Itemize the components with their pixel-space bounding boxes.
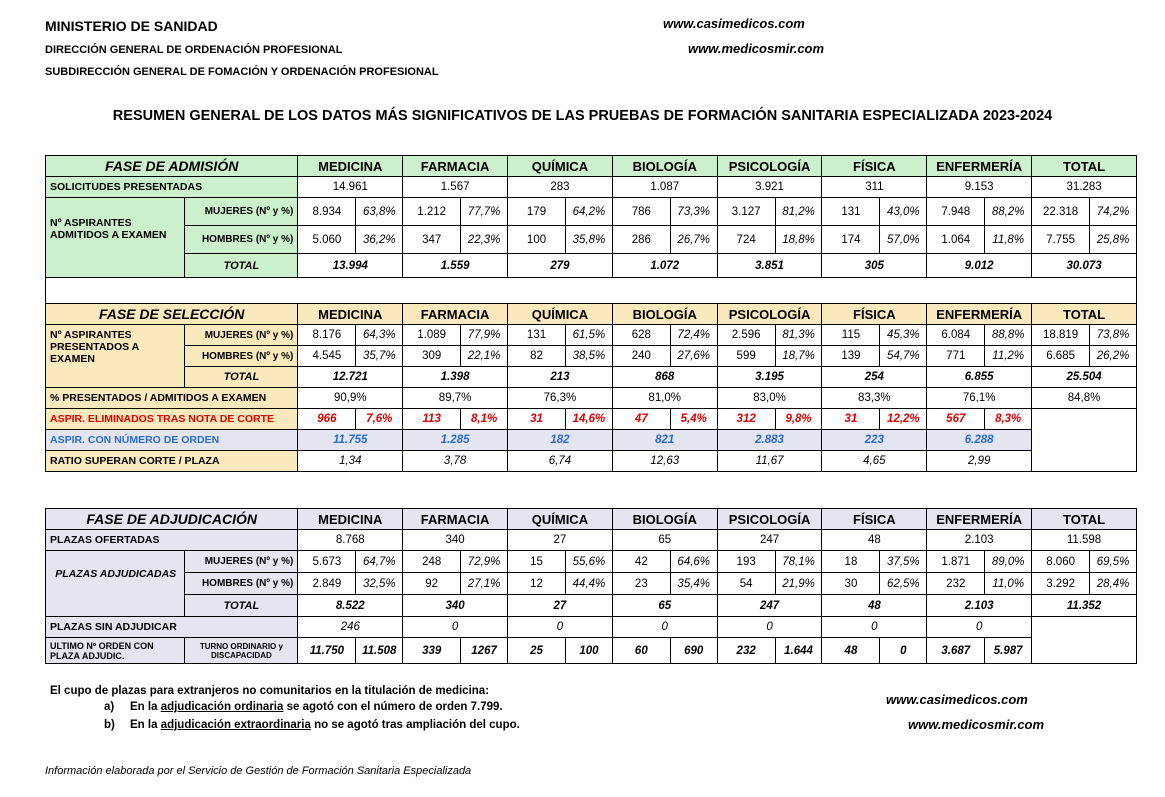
cell: 14.961 [298,177,403,198]
cell: 3.292 [1032,573,1090,595]
footer-link-medicosmir[interactable]: www.medicosmir.com [908,717,1045,732]
note-text: En la [130,719,161,731]
cell: 64,3% [356,325,403,346]
cell: 28,4% [1090,573,1137,595]
cell: 13.994 [298,254,403,278]
cell: 54,7% [880,346,927,367]
cell: 57,0% [880,226,927,254]
cell: 1.285 [403,430,508,451]
cell: 1.559 [403,254,508,278]
cell: 340 [403,595,508,617]
cell: 54 [717,573,775,595]
hombres-label: HOMBRES (Nº y %) [185,573,298,595]
cell: 64,2% [566,198,613,226]
cell: 0 [612,617,717,638]
cell: 27 [508,530,613,551]
col-header: PSICOLOGÍA [717,156,822,177]
cell: 76,1% [927,388,1032,409]
source-footer: Información elaborada por el Servicio de Gestión de Formación Sanitaria Especializada [45,765,472,777]
cell: 48 [822,638,880,664]
cell: 5,4% [670,409,717,430]
empty-total-cell [1032,617,1137,664]
turno-label: TURNO ORDINARIO y DISCAPACIDAD [185,638,298,664]
col-header: QUÍMICA [508,304,613,325]
cell: 193 [717,551,775,573]
solicitudes-label: SOLICITUDES PRESENTADAS [46,177,298,198]
cell: 1.212 [403,198,461,226]
orden-label: ASPIR. CON NÚMERO DE ORDEN [46,430,298,451]
cell: 78,1% [775,551,822,573]
eliminados-label: ASPIR. ELIMINADOS TRAS NOTA DE CORTE [46,409,298,430]
row-eliminados [46,409,1137,430]
ultimo-orden-label: ULTIMO Nº ORDEN CON PLAZA ADJUDIC. [46,638,185,664]
cell: 74,2% [1090,198,1137,226]
cell: 25 [508,638,566,664]
cell: 27,1% [461,573,508,595]
cell: 32,5% [356,573,403,595]
cell: 11,0% [985,573,1032,595]
cell: 72,4% [670,325,717,346]
cell: 174 [822,226,880,254]
direction-name: DIRECCIÓN GENERAL DE ORDENACIÓN PROFESIONAL [45,44,343,56]
cell: 0 [508,617,613,638]
col-header: FARMACIA [403,304,508,325]
cell: 4,65 [822,451,927,472]
cell: 23 [612,573,670,595]
col-header: BIOLOGÍA [612,156,717,177]
note-text: no se agotó tras ampliación del cupo. [310,719,520,731]
col-header: FÍSICA [822,509,927,530]
cell: 12.721 [298,367,403,388]
mujeres-label: MUJERES (Nº y %) [185,198,298,226]
report-title: RESUMEN GENERAL DE LOS DATOS MÁS SIGNIFICATIVOS DE LAS PRUEBAS DE FORMACIÓN SANITARIA ESPECIALIZADA 2023-2024 [112,108,1053,124]
cell: 690 [670,638,717,664]
cell: 72,9% [461,551,508,573]
cell: 21,9% [775,573,822,595]
cell: 14,6% [566,409,613,430]
ofertadas-label: PLAZAS OFERTADAS [46,530,298,551]
cell: 62,5% [880,573,927,595]
cell: 2.849 [298,573,356,595]
cell: 223 [822,430,927,451]
cell: 240 [612,346,670,367]
cell: 90,9% [298,388,403,409]
hombres-label: HOMBRES (Nº y %) [185,346,298,367]
row-ofertadas [46,530,1137,551]
cell: 81,0% [612,388,717,409]
cell: 31 [508,409,566,430]
cell: 22,1% [461,346,508,367]
col-header: FARMACIA [403,509,508,530]
cell: 36,2% [356,226,403,254]
col-header: BIOLOGÍA [612,304,717,325]
cell: 1.064 [927,226,985,254]
cell: 115 [822,325,880,346]
cell: 232 [717,638,775,664]
cell: 279 [508,254,613,278]
cell: 26,2% [1090,346,1137,367]
cell: 31 [822,409,880,430]
cell: 73,8% [1090,325,1137,346]
cell: 5.987 [985,638,1032,664]
cupo-note-a [130,701,503,713]
cell: 5.673 [298,551,356,573]
cell: 12,63 [612,451,717,472]
row-admision-total [46,254,1137,278]
cell: 61,5% [566,325,613,346]
cell: 1.089 [403,325,461,346]
cell: 786 [612,198,670,226]
cell: 8.768 [298,530,403,551]
cell: 1.398 [403,367,508,388]
adjudicacion-table [45,508,1137,664]
cell: 131 [508,325,566,346]
cell: 567 [927,409,985,430]
cell: 7.948 [927,198,985,226]
cell: 44,4% [566,573,613,595]
cell: 821 [612,430,717,451]
cell: 4.545 [298,346,356,367]
cell: 1.567 [403,177,508,198]
cell: 3.127 [717,198,775,226]
cupo-note-b [130,719,520,731]
cupo-note-intro: El cupo de plazas para extranjeros no comunitarios en la titulación de medicina: [50,685,490,697]
cell: 8,1% [461,409,508,430]
cell: 63,8% [356,198,403,226]
admitidos-label: Nº ASPIRANTES ADMITIDOS A EXAMEN [46,198,185,278]
cell: 6.855 [927,367,1032,388]
total-label: TOTAL [185,367,298,388]
cell: 35,7% [356,346,403,367]
cell: 83,3% [822,388,927,409]
cell: 1,34 [298,451,403,472]
col-header: FÍSICA [822,304,927,325]
cell: 35,8% [566,226,613,254]
cell: 3.851 [717,254,822,278]
col-header: MEDICINA [298,509,403,530]
cell: 11.750 [298,638,356,664]
col-header: TOTAL [1032,509,1137,530]
row-numero-orden [46,430,1137,451]
row-ultimo-orden [46,638,1137,664]
col-header: ENFERMERÍA [927,156,1032,177]
cell: 11.352 [1032,595,1137,617]
cell: 31.283 [1032,177,1137,198]
cell: 43,0% [880,198,927,226]
hombres-label: HOMBRES (Nº y %) [185,226,298,254]
cell: 89,0% [985,551,1032,573]
cell: 42 [612,551,670,573]
row-pct-presentados [46,388,1137,409]
cell: 254 [822,367,927,388]
cell: 11.755 [298,430,403,451]
cell: 305 [822,254,927,278]
cell: 9.153 [927,177,1032,198]
cell: 286 [612,226,670,254]
cell: 3,78 [403,451,508,472]
cell: 45,3% [880,325,927,346]
cell: 347 [403,226,461,254]
cell: 18 [822,551,880,573]
cell: 89,7% [403,388,508,409]
col-header: QUÍMICA [508,509,613,530]
cell: 9.012 [927,254,1032,278]
cell: 27 [508,595,613,617]
cell: 48 [822,595,927,617]
spacer [46,278,1137,304]
cell: 60 [612,638,670,664]
cell: 213 [508,367,613,388]
cell: 25.504 [1032,367,1137,388]
cell: 868 [612,367,717,388]
cell: 100 [508,226,566,254]
cell: 18,7% [775,346,822,367]
cell: 65 [612,595,717,617]
row-seleccion-total [46,367,1137,388]
col-header: MEDICINA [298,156,403,177]
cell: 724 [717,226,775,254]
col-header: MEDICINA [298,304,403,325]
cell: 628 [612,325,670,346]
cell: 179 [508,198,566,226]
empty-total-cell [1032,409,1137,472]
row-seleccion-hombres [46,346,1137,367]
cell: 6.084 [927,325,985,346]
cell: 22.318 [1032,198,1090,226]
col-header: FÍSICA [822,156,927,177]
col-header: TOTAL [1032,304,1137,325]
cell: 25,8% [1090,226,1137,254]
cell: 92 [403,573,461,595]
phase-seleccion-title: FASE DE SELECCIÓN [46,304,298,325]
row-seleccion-mujeres [46,325,1137,346]
cell: 88,2% [985,198,1032,226]
cell: 8.060 [1032,551,1090,573]
row-sin-adjudicar [46,617,1137,638]
cell: 340 [403,530,508,551]
admision-seleccion-table [45,155,1137,472]
cell: 311 [822,177,927,198]
row-admision-mujeres [46,198,1137,226]
cell: 100 [566,638,613,664]
cell: 84,8% [1032,388,1137,409]
cell: 0 [403,617,508,638]
cell: 0 [822,617,927,638]
col-header: TOTAL [1032,156,1137,177]
cell: 246 [298,617,403,638]
cell: 248 [403,551,461,573]
cupo-note-a-marker: a) [104,701,115,713]
cell: 182 [508,430,613,451]
cell: 7,6% [356,409,403,430]
mujeres-label: MUJERES (Nº y %) [185,325,298,346]
cell: 64,7% [356,551,403,573]
cell: 35,4% [670,573,717,595]
cell: 69,5% [1090,551,1137,573]
cell: 8,3% [985,409,1032,430]
cell: 131 [822,198,880,226]
note-text: En la [130,701,161,713]
cell: 7.755 [1032,226,1090,254]
cell: 18.819 [1032,325,1090,346]
cell: 65 [612,530,717,551]
col-header: ENFERMERÍA [927,304,1032,325]
cell: 22,3% [461,226,508,254]
col-header: BIOLOGÍA [612,509,717,530]
cell: 48 [822,530,927,551]
col-header: FARMACIA [403,156,508,177]
cell: 37,5% [880,551,927,573]
col-header: QUÍMICA [508,156,613,177]
cell: 247 [717,530,822,551]
cell: 283 [508,177,613,198]
cell: 1.871 [927,551,985,573]
cell: 81,2% [775,198,822,226]
cell: 11,2% [985,346,1032,367]
cell: 76,3% [508,388,613,409]
cell: 27,6% [670,346,717,367]
cell: 3.921 [717,177,822,198]
cell: 15 [508,551,566,573]
total-label: TOTAL [185,595,298,617]
cell: 3.687 [927,638,985,664]
cell: 11,8% [985,226,1032,254]
cell: 26,7% [670,226,717,254]
footer-link-casimedicos[interactable]: www.casimedicos.com [886,692,1028,707]
cell: 12 [508,573,566,595]
cell: 1.072 [612,254,717,278]
col-header: PSICOLOGÍA [717,304,822,325]
header-link-casimedicos[interactable]: www.casimedicos.com [663,16,805,31]
row-ratio [46,451,1137,472]
cell: 312 [717,409,775,430]
cell: 3.195 [717,367,822,388]
cupo-note-b-marker: b) [104,719,115,731]
cell: 139 [822,346,880,367]
row-admision-hombres [46,226,1137,254]
cell: 966 [298,409,356,430]
cell: 599 [717,346,775,367]
cell: 0 [717,617,822,638]
cell: 47 [612,409,670,430]
cell: 38,5% [566,346,613,367]
cell: 81,3% [775,325,822,346]
cell: 339 [403,638,461,664]
note-underline: adjudicación ordinaria [160,701,284,713]
cell: 30 [822,573,880,595]
cell: 82 [508,346,566,367]
cell: 18,8% [775,226,822,254]
cell: 1.087 [612,177,717,198]
cell: 2.103 [927,530,1032,551]
cell: 309 [403,346,461,367]
cell: 12,2% [880,409,927,430]
cell: 1267 [461,638,508,664]
cell: 83,0% [717,388,822,409]
cell: 5.060 [298,226,356,254]
ratio-label: RATIO SUPERAN CORTE / PLAZA [46,451,298,472]
cell: 8.176 [298,325,356,346]
cell: 2,99 [927,451,1032,472]
cell: 771 [927,346,985,367]
cell: 247 [717,595,822,617]
cell: 2.883 [717,430,822,451]
cell: 88,8% [985,325,1032,346]
phase-admision-title: FASE DE ADMISIÓN [46,156,298,177]
note-underline: adjudicación extraordinaria [160,719,311,731]
cell: 11.598 [1032,530,1137,551]
row-adj-mujeres [46,551,1137,573]
spacer-row [46,278,1137,304]
subdirection-name: SUBDIRECCIÓN GENERAL DE FOMACIÓN Y ORDENACIÓN PROFESIONAL [45,66,439,78]
cell: 6.288 [927,430,1032,451]
adjudicadas-label: PLAZAS ADJUDICADAS [46,551,185,617]
cell: 8.522 [298,595,403,617]
cell: 64,6% [670,551,717,573]
cell: 0 [927,617,1032,638]
cell: 1.644 [775,638,822,664]
ministry-name: MINISTERIO DE SANIDAD [45,18,218,34]
row-adj-total [46,595,1137,617]
mujeres-label: MUJERES (Nº y %) [185,551,298,573]
presentados-label: Nº ASPIRANTES PRESENTADOS A EXAMEN [46,325,185,388]
total-label: TOTAL [185,254,298,278]
cell: 9,8% [775,409,822,430]
cell: 77,7% [461,198,508,226]
cell: 2.103 [927,595,1032,617]
cell: 73,3% [670,198,717,226]
pct-label: % PRESENTADOS / ADMITIDOS A EXAMEN [46,388,298,409]
phase-adjudicacion-title: FASE DE ADJUDICACIÓN [46,509,298,530]
cell: 6.685 [1032,346,1090,367]
cell: 8.934 [298,198,356,226]
cell: 6,74 [508,451,613,472]
cell: 77,9% [461,325,508,346]
cell: 113 [403,409,461,430]
cell: 0 [880,638,927,664]
header-link-medicosmir[interactable]: www.medicosmir.com [688,41,825,56]
cell: 232 [927,573,985,595]
note-text: se agotó con el número de orden 7.799. [283,701,503,713]
cell: 30.073 [1032,254,1137,278]
col-header: PSICOLOGÍA [717,509,822,530]
col-header: ENFERMERÍA [927,509,1032,530]
cell: 11,67 [717,451,822,472]
row-solicitudes [46,177,1137,198]
sin-adjudicar-label: PLAZAS SIN ADJUDICAR [46,617,298,638]
cell: 55,6% [566,551,613,573]
cell: 2.596 [717,325,775,346]
cell: 11.508 [356,638,403,664]
row-adj-hombres [46,573,1137,595]
